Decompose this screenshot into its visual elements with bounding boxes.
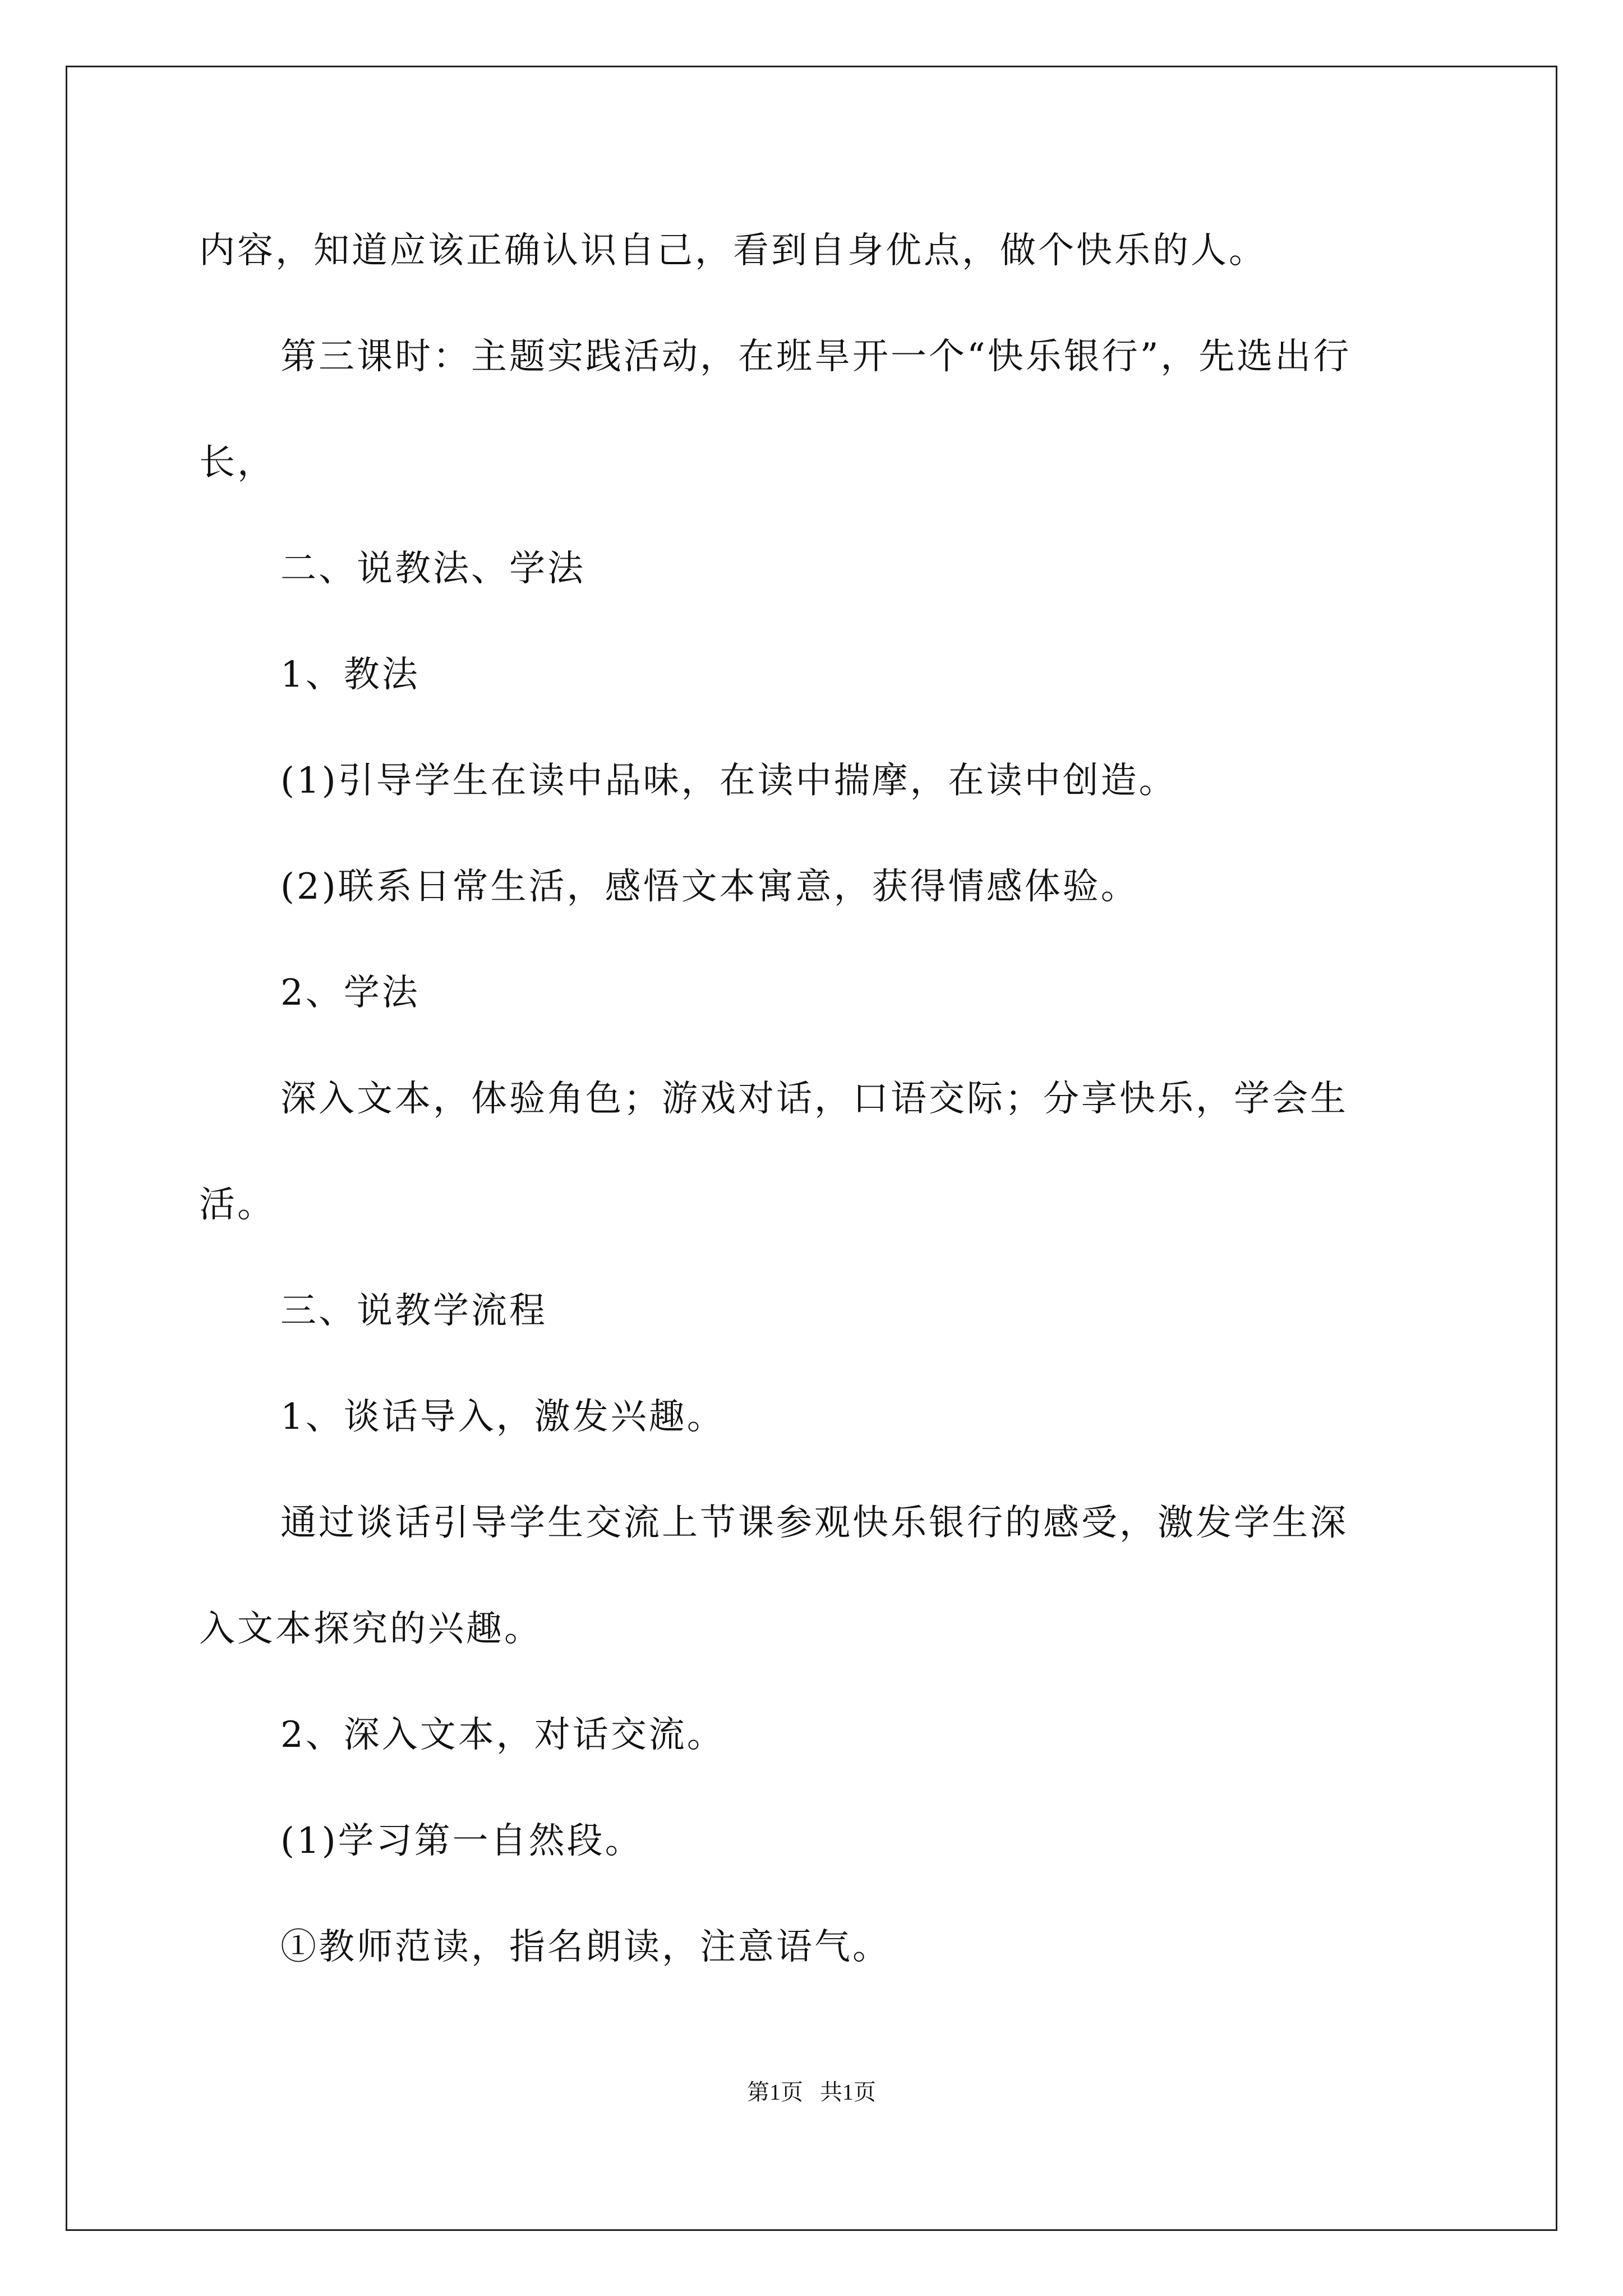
- section-heading: 三、说教学流程: [280, 1290, 547, 1332]
- section-heading: 二、说教法、学法: [280, 548, 585, 590]
- paragraph-line: 内容，知道应该正确认识自己，看到自身优点，做个快乐的人。: [199, 230, 1267, 272]
- list-item: (2)联系日常生活，感悟文本寓意，获得情感体验。: [280, 866, 1139, 908]
- paragraph-line: 通过谈话引导学生交流上节课参观快乐银行的感受，激发学生深: [280, 1502, 1348, 1544]
- page-footer: 第1页 共1页: [747, 2079, 876, 2105]
- paragraph-line: 入文本探究的兴趣。: [199, 1608, 542, 1650]
- paragraph-line: 活。: [199, 1184, 275, 1226]
- paragraph-line: 深入文本，体验角色；游戏对话，口语交际；分享快乐，学会生: [280, 1078, 1348, 1120]
- paragraph-line: 长，: [199, 442, 275, 484]
- list-item: (1)引导学生在读中品味，在读中揣摩，在读中创造。: [280, 760, 1177, 802]
- subsection-heading: 2、深入文本，对话交流。: [280, 1714, 725, 1756]
- subsection-heading: 2、学法: [280, 972, 420, 1014]
- list-item: (1)学习第一自然段。: [280, 1820, 643, 1862]
- subsection-heading: 1、教法: [280, 654, 420, 696]
- subsection-heading: 1、谈话导入，激发兴趣。: [280, 1396, 725, 1438]
- page-border: [66, 66, 1557, 2231]
- list-item: ①教师范读，指名朗读，注意语气。: [280, 1926, 891, 1968]
- paragraph-line: 第三课时：主题实践活动，在班旱开一个“快乐银行”，先选出行: [280, 336, 1352, 378]
